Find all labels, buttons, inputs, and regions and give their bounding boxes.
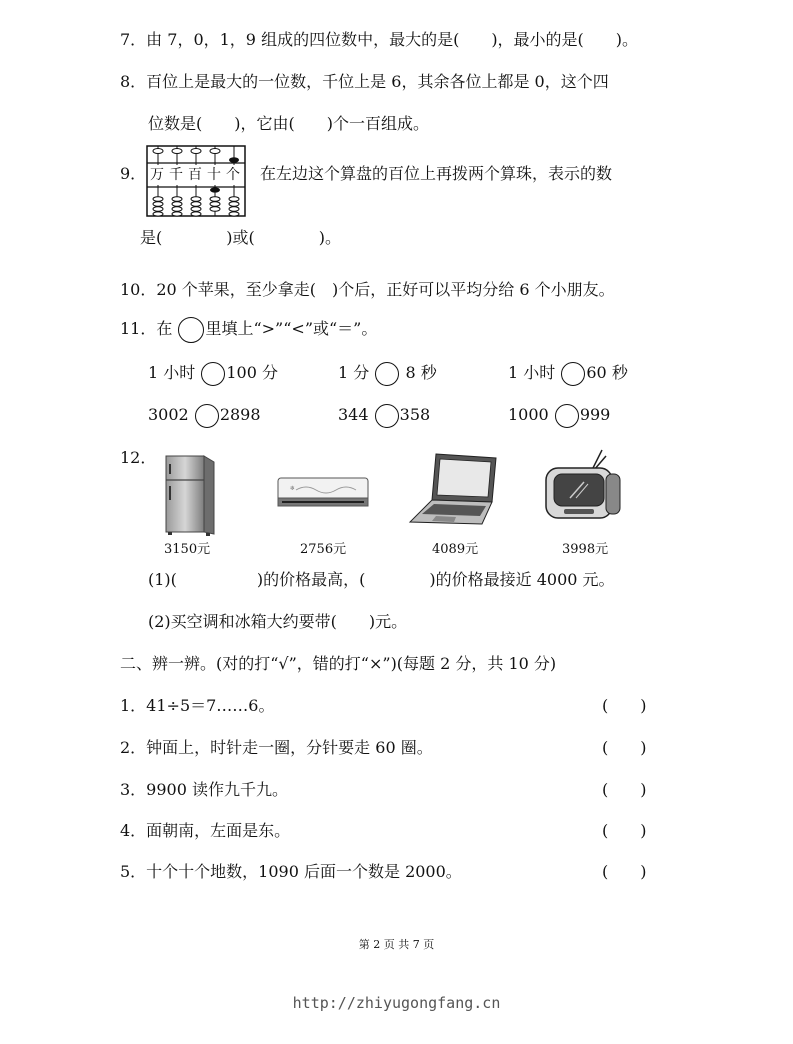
- question-9-text: 在左边这个算盘的百位上再拨两个算珠，表示的数: [260, 164, 613, 183]
- question-8-line1: 8．百位上是最大的一位数，千位上是 6，其余各位上都是 0，这个四: [120, 72, 609, 91]
- judge-item-3: 3．9900 读作九千九。: [120, 780, 288, 799]
- compare-right: 999: [579, 405, 611, 424]
- site-url: http://zhiyugongfang.cn: [292, 994, 501, 1012]
- compare-blank-circle[interactable]: [561, 362, 585, 386]
- refrigerator-icon: [160, 452, 220, 540]
- abacus-label-ge: 个: [226, 167, 240, 183]
- compare-left: 1000: [508, 405, 549, 424]
- question-11-suffix: 里填上“>”“<”或“＝”。: [205, 319, 378, 338]
- answer-blank[interactable]: ( ): [602, 738, 647, 757]
- laptop-icon: [408, 452, 500, 532]
- price-laptop: 4089元: [432, 542, 479, 557]
- page-number: 第 2 页 共 7 页: [358, 938, 435, 951]
- judge-item-4: 4．面朝南，左面是东。: [120, 821, 291, 840]
- question-9-line2: 是( )或( )。: [140, 228, 341, 247]
- section-2-title: 二、辨一辨。(对的打“√”，错的打“×”)(每题 2 分，共 10 分): [120, 654, 557, 673]
- compare-item: [338, 360, 437, 386]
- price-air-conditioner: 2756元: [300, 542, 347, 557]
- svg-text:❄: ❄: [290, 485, 296, 492]
- answer-blank[interactable]: ( ): [602, 696, 647, 715]
- judge-item-1: 1．41÷5＝7……6。: [120, 696, 275, 715]
- compare-left: 1 小时: [508, 363, 556, 382]
- compare-item: [508, 360, 628, 386]
- question-11-prefix: 11．在: [120, 319, 173, 338]
- compare-left: 1 小时: [148, 363, 196, 382]
- price-refrigerator: 3150元: [164, 542, 211, 557]
- question-7: 7．由 7，0，1，9 组成的四位数中，最大的是( )，最小的是( )。: [120, 30, 639, 49]
- compare-blank-circle[interactable]: [555, 404, 579, 428]
- compare-blank-circle[interactable]: [201, 362, 225, 386]
- compare-right: 358: [399, 405, 431, 424]
- compare-item: [508, 402, 610, 428]
- compare-left: 3002: [148, 405, 189, 424]
- abacus-label-bai: 百: [188, 167, 202, 183]
- compare-item: [148, 360, 278, 386]
- compare-item: [338, 402, 430, 428]
- answer-blank[interactable]: ( ): [602, 780, 647, 799]
- question-8-line2: 位数是( )，它由( )个一百组成。: [148, 114, 429, 133]
- price-television: 3998元: [562, 542, 609, 557]
- compare-right: 2898: [219, 405, 261, 424]
- question-11-header: [120, 316, 377, 343]
- abacus-label-wan: 万: [150, 167, 164, 183]
- judge-item-5: 5．十个十个地数，1090 后面一个数是 2000。: [120, 862, 462, 881]
- abacus-label-shi: 十: [207, 167, 221, 183]
- compare-left: 344: [338, 405, 369, 424]
- compare-blank-circle[interactable]: [375, 404, 399, 428]
- compare-left: 1 分: [338, 363, 370, 382]
- abacus-label-qian: 千: [169, 167, 183, 183]
- question-12-number: 12．: [120, 448, 157, 467]
- compare-circle-icon: [178, 317, 204, 343]
- abacus-icon: [146, 145, 246, 217]
- answer-blank[interactable]: ( ): [602, 821, 647, 840]
- compare-item: [148, 402, 261, 428]
- television-icon: [544, 448, 626, 528]
- compare-right: 8 秒: [405, 363, 437, 382]
- compare-right: 100 分: [226, 363, 279, 382]
- answer-blank[interactable]: ( ): [602, 862, 647, 881]
- question-12-sub2: (2)买空调和冰箱大约要带( )元。: [148, 612, 408, 631]
- question-12-sub1: (1)( )的价格最高，( )的价格最接近 4000 元。: [148, 570, 615, 589]
- air-conditioner-icon: [276, 476, 372, 516]
- compare-right: 60 秒: [586, 363, 628, 382]
- question-10: 10．20 个苹果，至少拿走( )个后，正好可以平均分给 6 个小朋友。: [120, 280, 615, 299]
- compare-blank-circle[interactable]: [195, 404, 219, 428]
- question-9-number: 9．: [120, 164, 147, 183]
- judge-item-2: 2．钟面上，时针走一圈，分针要走 60 圈。: [120, 738, 433, 757]
- compare-blank-circle[interactable]: [375, 362, 399, 386]
